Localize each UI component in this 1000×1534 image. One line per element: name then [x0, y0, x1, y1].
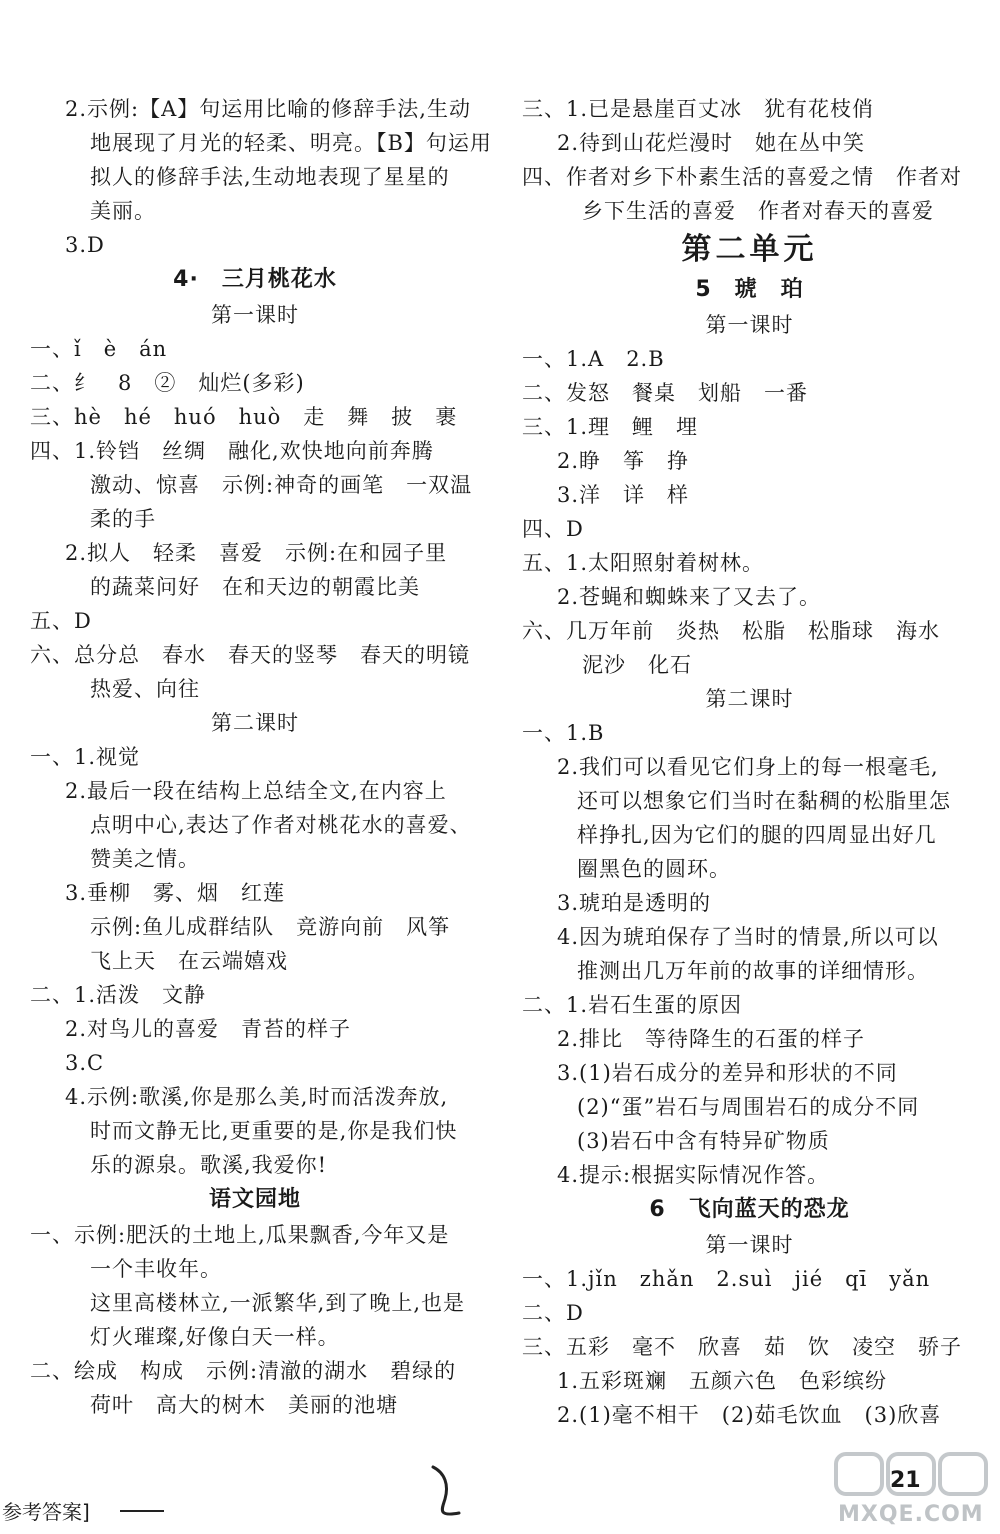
section-heading: 4· 三月桃花水: [173, 267, 337, 292]
answer-line: 示例:鱼儿成群结队 竞游向前 风筝: [90, 915, 451, 939]
answer-line: 2.对鸟儿的喜爱 青苔的样子: [65, 1017, 352, 1041]
answer-line: 时而文静无比,更重要的是,你是我们快: [90, 1119, 458, 1143]
answer-line: 3.C: [65, 1051, 105, 1075]
answer-line: 泥沙 化石: [582, 653, 692, 677]
footer-label: 参考答案]: [2, 1500, 90, 1524]
section-heading: 6 飞向蓝天的恐龙: [649, 1197, 850, 1222]
answer-line: 2.(1)毫不相干 (2)茹毛饮血 (3)欣喜: [557, 1403, 942, 1427]
answer-line: 一个丰收年。: [90, 1257, 222, 1281]
answer-line: 一、1.A 2.B: [522, 347, 665, 371]
answer-line: 圈黑色的圆环。: [577, 857, 731, 881]
answer-line: 3.D: [65, 233, 105, 257]
answer-line: 一、示例:肥沃的土地上,瓜果飘香,今年又是: [30, 1223, 450, 1247]
handwritten-mark: [415, 1455, 485, 1525]
lesson-subheading: 第一课时: [211, 303, 299, 327]
section-heading: 第二单元: [681, 232, 818, 267]
answer-line: 二、纟 8 ② 灿烂(多彩): [30, 371, 305, 395]
answer-line: 二、1.岩石生蛋的原因: [522, 993, 743, 1017]
lesson-subheading: 第二课时: [211, 711, 299, 735]
watermark-text: MXQE.COM: [838, 1502, 984, 1527]
answer-line: 三、五彩 毫不 欣喜 茹 饮 凌空 骄子: [522, 1335, 962, 1359]
answer-line: 五、1.太阳照射着树林。: [522, 551, 765, 575]
footer-rule: [120, 1510, 164, 1512]
answer-line: 飞上天 在云端嬉戏: [90, 949, 288, 973]
section-heading: 语文园地: [208, 1187, 301, 1212]
answer-line: 拟人的修辞手法,生动地表现了星星的: [90, 165, 450, 189]
answer-line: 荷叶 高大的树木 美丽的池塘: [90, 1393, 398, 1417]
answer-line: 4.因为琥珀保存了当时的情景,所以可以: [557, 925, 939, 949]
answer-line: 2.最后一段在结构上总结全文,在内容上: [65, 779, 447, 803]
lesson-subheading: 第二课时: [705, 687, 794, 711]
lesson-subheading: 第一课时: [705, 1233, 794, 1257]
answer-line: 2.排比 等待降生的石蛋的样子: [557, 1027, 866, 1051]
answer-line: 2.示例:【A】句运用比喻的修辞手法,生动: [65, 97, 471, 121]
right-column: [522, 92, 977, 1432]
answer-line: 一、1.视觉: [30, 745, 141, 769]
answer-line: 地展现了月光的轻柔、明亮。【B】句运用: [90, 131, 492, 155]
answer-line: 3.琥珀是透明的: [557, 891, 712, 915]
answer-line: 二、1.活泼 文静: [30, 983, 207, 1007]
answer-line: 这里高楼林立,一派繁华,到了晚上,也是: [90, 1291, 466, 1315]
answer-line: 3.洋 详 样: [557, 483, 690, 507]
answer-line: 柔的手: [90, 507, 156, 531]
answer-line: 乡下生活的喜爱 作者对春天的喜爱: [582, 199, 934, 223]
answer-line: 灯火璀璨,好像白天一样。: [90, 1325, 340, 1349]
answer-line: 三、1.理 鲤 埋: [522, 415, 699, 439]
answer-line: 3.垂柳 雾、烟 红莲: [65, 881, 286, 905]
answer-line: 3.(1)岩石成分的差异和形状的不同: [557, 1061, 898, 1085]
answer-line: 还可以想象它们当时在黏稠的松脂里怎: [577, 789, 951, 813]
answer-line: 五、D: [30, 609, 92, 633]
answer-line: 三、hè hé huó huò 走 舞 披 裹: [30, 405, 458, 429]
answer-line: 六、总分总 春水 春天的竖琴 春天的明镜: [30, 643, 470, 667]
answer-line: 4.提示:根据实际情况作答。: [557, 1163, 830, 1187]
page-number: 21: [890, 1468, 921, 1493]
answer-line: 四、D: [522, 517, 584, 541]
answer-line: 4.示例:歌溪,你是那么美,时而活泼奔放,: [65, 1085, 449, 1109]
answer-line: 四、作者对乡下朴素生活的喜爱之情 作者对: [522, 165, 962, 189]
answer-line: 二、发怒 餐桌 划船 一番: [522, 381, 808, 405]
answer-line: 热爱、向往: [90, 677, 200, 701]
answer-line: 乐的源泉。歌溪,我爱你!: [90, 1153, 328, 1177]
answer-line: 六、几万年前 炎热 松脂 松脂球 海水: [522, 619, 940, 643]
answer-line: 2.拟人 轻柔 喜爱 示例:在和园子里: [65, 541, 448, 565]
answer-line: 2.待到山花烂漫时 她在丛中笑: [557, 131, 866, 155]
answer-line: 样挣扎,因为它们的腿的四周显出好几: [577, 823, 937, 847]
answer-line: 一、ǐ è án: [30, 337, 168, 361]
answer-line: 一、1.jǐn zhǎn 2.suì jié qī yǎn: [522, 1267, 931, 1291]
answer-line: 赞美之情。: [90, 847, 200, 871]
answer-line: 二、绘成 构成 示例:清澈的湖水 碧绿的: [30, 1359, 457, 1383]
answer-line: (3)岩石中含有特异矿物质: [577, 1129, 830, 1153]
answer-line: 四、1.铃铛 丝绸 融化,欢快地向前奔腾: [30, 439, 434, 463]
answer-line: 三、1.已是悬崖百丈冰 犹有花枝俏: [522, 97, 875, 121]
answer-line: 2.睁 筝 挣: [557, 449, 690, 473]
answer-line: 点明中心,表达了作者对桃花水的喜爱、: [90, 813, 472, 837]
answer-line: 二、D: [522, 1301, 584, 1325]
answer-line: (2)“蛋”岩石与周围岩石的成分不同: [577, 1095, 920, 1119]
section-heading: 5 琥 珀: [695, 277, 804, 302]
answer-line: 一、1.B: [522, 721, 605, 745]
lesson-subheading: 第一课时: [705, 313, 794, 337]
answer-line: 的蔬菜问好 在和天边的朝霞比美: [90, 575, 420, 599]
answer-line: 2.我们可以看见它们身上的每一根毫毛,: [557, 755, 939, 779]
answer-line: 2.苍蝇和蜘蛛来了又去了。: [557, 585, 822, 609]
answer-line: 推测出几万年前的故事的详细情形。: [577, 959, 929, 983]
answer-line: 1.五彩斑斓 五颜六色 色彩缤纷: [557, 1369, 888, 1393]
answer-line: 美丽。: [90, 199, 156, 223]
left-column: [30, 92, 492, 1422]
answer-line: 激动、惊喜 示例:神奇的画笔 一双温: [90, 473, 473, 497]
